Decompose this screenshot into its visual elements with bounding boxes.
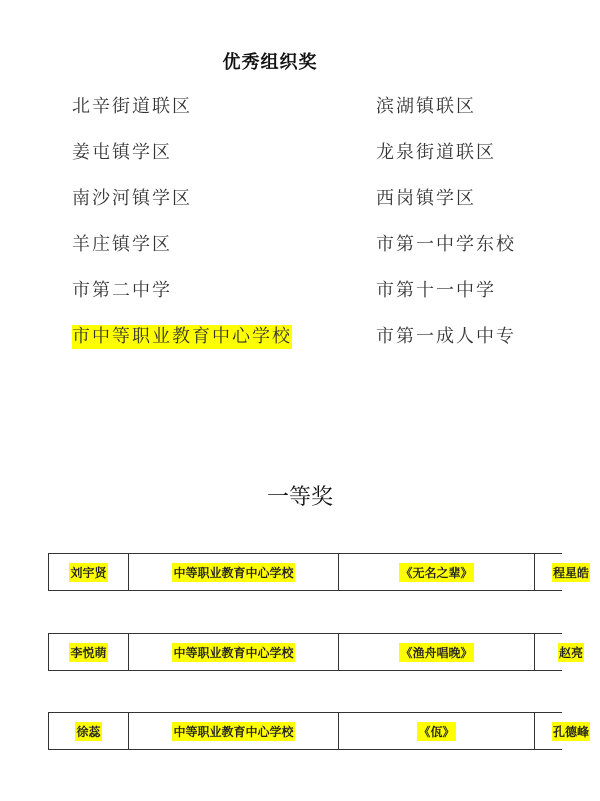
school-cell [128,713,338,749]
org-left-2: 姜屯镇学区 [72,142,172,163]
school-name: 中等职业教育中心学校 [172,643,294,662]
teacher-name: 程星皓 [552,563,590,582]
student-name: 刘宇贤 [69,563,107,582]
org-left-5: 市第二中学 [72,280,172,301]
award-row-3 [48,712,589,750]
student-name: 徐蕊 [75,722,101,741]
school-cell [128,554,338,590]
teacher-cell [534,634,600,670]
org-left-6-highlighted: 市中等职业教育中心学校 [72,326,292,347]
student-name-cell [48,713,128,749]
student-name: 李悦萌 [69,643,107,662]
award-row-2 [48,633,583,671]
teacher-name: 孔德峰 [552,722,590,741]
org-right-1: 滨湖镇联区 [376,96,476,117]
award-title: 优秀组织奖 [222,52,318,73]
org-right-2: 龙泉街道联区 [376,142,496,163]
work-cell [338,634,534,670]
work-title: 《渔舟唱晚》 [399,643,473,662]
school-name: 中等职业教育中心学校 [172,722,294,741]
school-name: 中等职业教育中心学校 [172,563,294,582]
org-right-3: 西岗镇学区 [376,188,476,209]
teacher-name: 赵亮 [558,643,584,662]
org-right-6: 市第一成人中专 [376,326,516,347]
first-prize-title: 一等奖 [266,485,333,510]
org-left-3: 南沙河镇学区 [72,188,192,209]
org-right-4: 市第一中学东校 [376,234,516,255]
work-title: 《无名之辈》 [399,563,473,582]
teacher-cell [534,713,600,749]
student-name-cell [48,634,128,670]
award-row-1 [48,553,589,591]
school-cell [128,634,338,670]
student-name-cell [48,554,128,590]
work-cell [338,713,534,749]
work-title: 《佤》 [417,722,455,741]
org-left-4: 羊庄镇学区 [72,234,172,255]
teacher-cell [534,554,600,590]
org-left-1: 北辛街道联区 [72,96,192,117]
org-right-5: 市第十一中学 [376,280,496,301]
work-cell [338,554,534,590]
